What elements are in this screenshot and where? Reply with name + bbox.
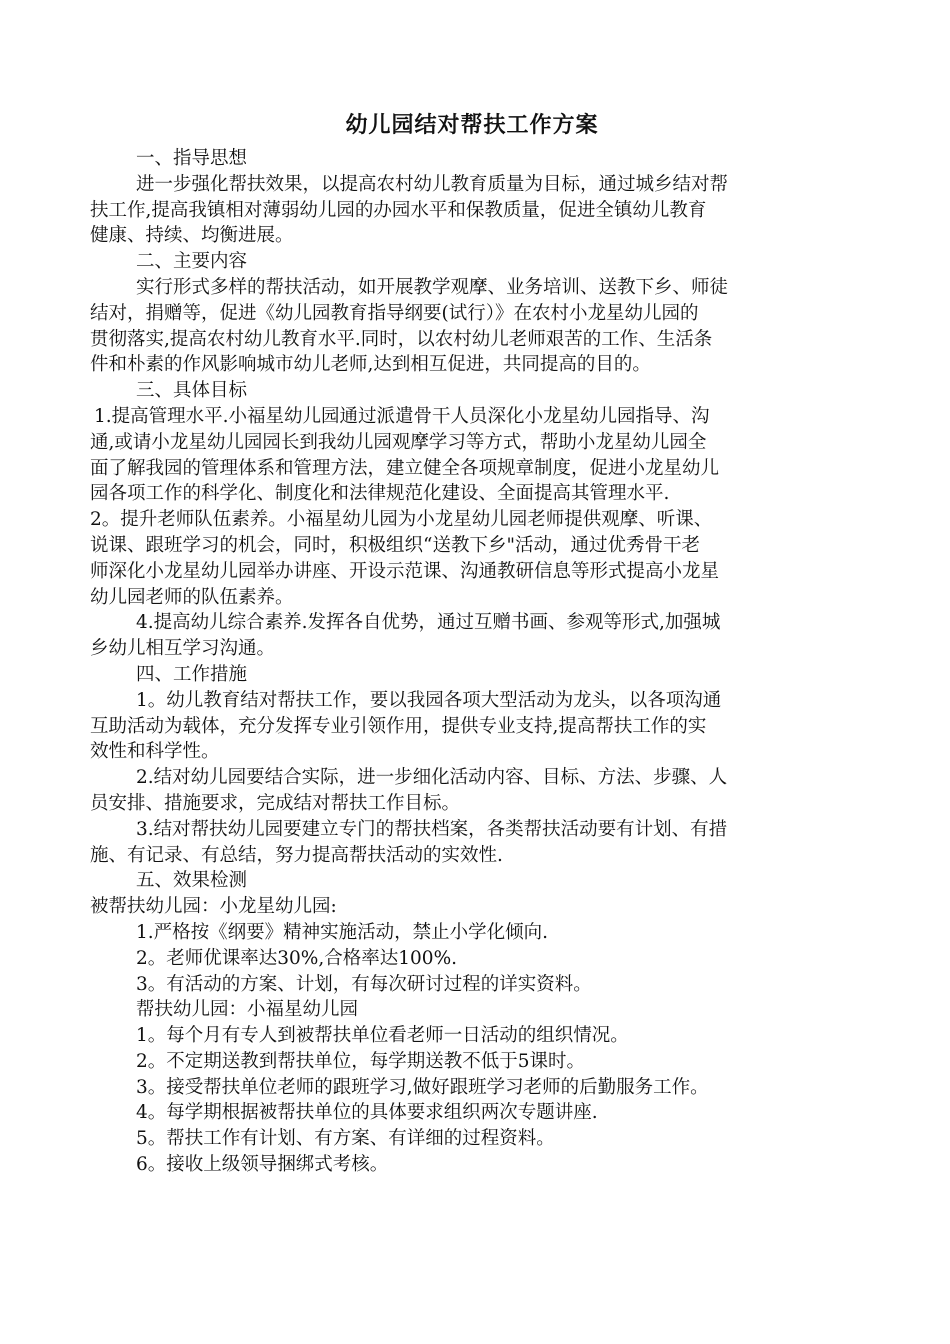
paragraph-line: 2。提升老师队伍素养。小福星幼儿园为小龙星幼儿园老师提供观摩、听课、	[90, 509, 713, 531]
section-heading-main-content: 二、主要内容	[136, 251, 248, 273]
paragraph-line: 面了解我园的管理体系和管理方法，建立健全各项规章制度，促进小龙星幼儿	[90, 457, 720, 479]
list-item: 6。接收上级领导捆绑式考核。	[136, 1154, 389, 1176]
paragraph-line: 效性和科学性。	[90, 741, 220, 763]
paragraph-line: 施、有记录、有总结，努力提高帮扶活动的实效性.	[90, 844, 503, 866]
paragraph-line: 健康、持续、均衡进展。	[90, 225, 294, 247]
paragraph-line: 扶工作,提高我镇相对薄弱幼儿园的办园水平和保教质量，促进全镇幼儿教育	[90, 199, 707, 221]
document-page	[90, 110, 854, 1178]
paragraph-line: 师深化小龙星幼儿园举办讲座、开设示范课、沟通教研信息等形式提高小龙星	[90, 560, 720, 582]
paragraph-line: 4.提高幼儿综合素养.发挥各自优势，通过互赠书画、参观等形式,加强城	[136, 612, 721, 634]
paragraph-line: 实行形式多样的帮扶活动，如开展教学观摩、业务培训、送教下乡、师徒	[136, 276, 729, 298]
list-item: 2。不定期送教到帮扶单位，每学期送教不低于5课时。	[136, 1050, 586, 1072]
paragraph-line: 幼儿园老师的队伍素养。	[90, 586, 294, 608]
paragraph-line: 互助活动为载体，充分发挥专业引领作用，提供专业支持,提高帮扶工作的实	[90, 715, 707, 737]
paragraph-line: 件和朴素的作风影响城市幼儿老师,达到相互促进，共同提高的目的。	[90, 354, 651, 376]
section-heading-specific-goals: 三、具体目标	[136, 380, 248, 402]
list-item: 4。每学期根据被帮扶单位的具体要求组织两次专题讲座.	[136, 1102, 598, 1124]
paragraph-line: 1.提高管理水平.小福星幼儿园通过派遣骨干人员深化小龙星幼儿园指导、沟	[94, 405, 710, 427]
document-title: 幼儿园结对帮扶工作方案	[345, 112, 599, 138]
paragraph-line: 1。幼儿教育结对帮扶工作，要以我园各项大型活动为龙头，以各项沟通	[136, 689, 722, 711]
paragraph-line: 贯彻落实,提高农村幼儿教育水平.同时，以农村幼儿老师艰苦的工作、生活条	[90, 328, 713, 350]
section-heading-effect-check: 五、效果检测	[136, 870, 248, 892]
paragraph-line: 说课、跟班学习的机会，同时，积极组织“送教下乡"活动，通过优秀骨干老	[90, 534, 700, 556]
list-item: 5。帮扶工作有计划、有方案、有详细的过程资料。	[136, 1128, 555, 1150]
list-item: 2。老师优课率达30%,合格率达100%.	[136, 947, 458, 969]
list-item: 1.严格按《纲要》精神实施活动，禁止小学化倾向.	[136, 921, 549, 943]
list-item: 3。有活动的方案、计划，有每次研讨过程的详实资料。	[136, 973, 592, 995]
paragraph-line: 乡幼儿相互学习沟通。	[90, 638, 276, 660]
paragraph-line: 员安排、措施要求，完成结对帮扶工作目标。	[90, 792, 461, 814]
section-heading-guiding-thought: 一、指导思想	[136, 148, 248, 169]
paragraph-line: 进一步强化帮扶效果，以提高农村幼儿教育质量为目标，通过城乡结对帮	[136, 173, 729, 195]
paragraph-line: 园各项工作的科学化、制度化和法律规范化建设、全面提高其管理水平.	[90, 483, 670, 505]
paragraph-line: 结对，捐赠等，促进《幼儿园教育指导纲要(试行）》在农村小龙星幼儿园的	[90, 302, 699, 324]
paragraph-line: 通,或请小龙星幼儿园园长到我幼儿园观摩学习等方式，帮助小龙星幼儿园全	[90, 431, 707, 453]
helped-kindergarten-label: 被帮扶幼儿园：小龙星幼儿园:	[90, 896, 337, 918]
section-heading-work-measures: 四、工作措施	[136, 663, 248, 685]
helper-kindergarten-label: 帮扶幼儿园：小福星幼儿园	[136, 999, 359, 1021]
paragraph-line: 3.结对帮扶幼儿园要建立专门的帮扶档案，各类帮扶活动要有计划、有措	[136, 818, 728, 840]
list-item: 3。接受帮扶单位老师的跟班学习,做好跟班学习老师的后勤服务工作。	[136, 1076, 709, 1098]
paragraph-line: 2.结对幼儿园要结合实际，进一步细化活动内容、目标、方法、步骤、人	[136, 767, 728, 789]
list-item: 1。每个月有专人到被帮扶单位看老师一日活动的组织情况。	[136, 1025, 629, 1047]
